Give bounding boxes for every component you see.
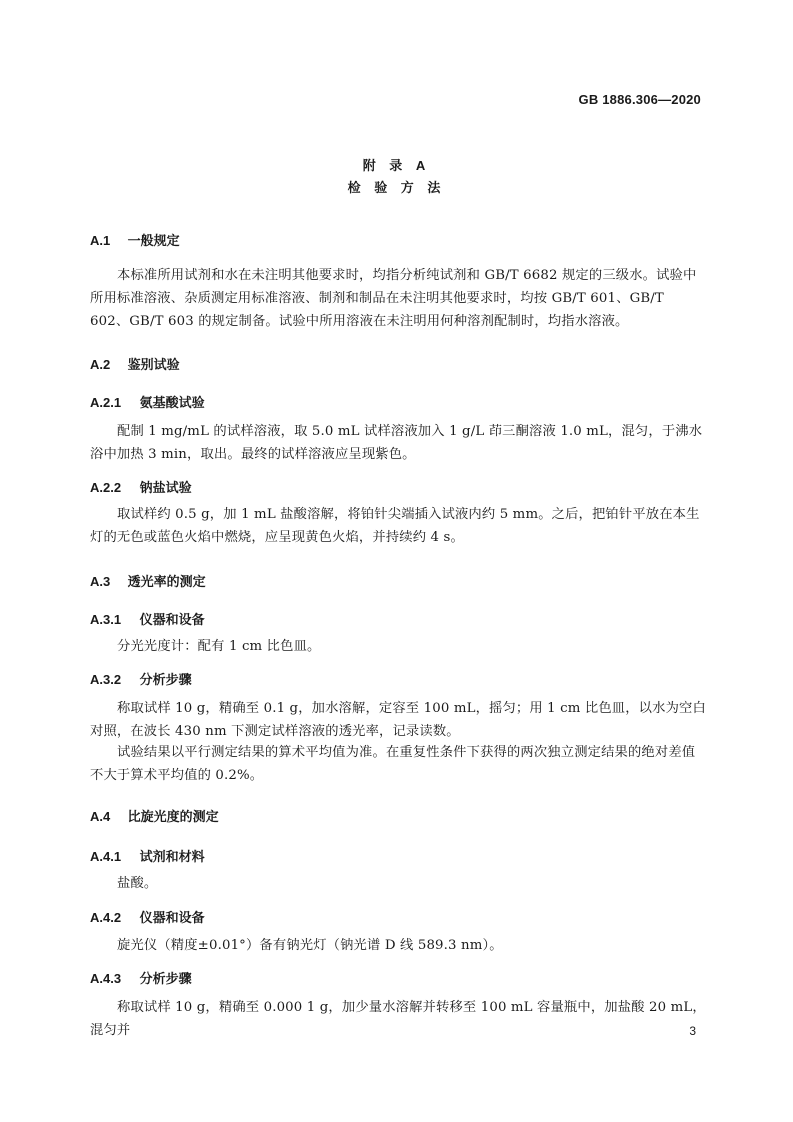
annex-title: 检 验 方 法	[347, 180, 446, 195]
heading-number: A.2	[90, 357, 111, 372]
heading-a4-1	[90, 846, 205, 865]
heading-a4-3	[90, 968, 192, 987]
heading-title: 仪器和设备	[139, 910, 205, 925]
heading-title: 鉴别试验	[127, 357, 180, 372]
paragraph-a2-2: 取试样约 0.5 g，加 1 mL 盐酸溶解，将铂针尖端插入试液内约 5 mm。之后，把铂针平放在本生灯的无色或蓝色火焰中燃烧，应呈现黄色火焰，并持续约 4 s。	[90, 507, 700, 545]
paragraph-a3-2-1: 称取试样 10 g，精确至 0.1 g，加水溶解，定容至 100 mL，摇匀；用 1 cm 比色皿，以水为空白对照，在波长 430 nm 下测定试样溶液的透光率，记录读数。	[90, 701, 706, 739]
heading-a3-2	[90, 669, 192, 688]
heading-a2	[90, 354, 180, 373]
heading-number: A.3.1	[90, 612, 122, 627]
heading-number: A.3.2	[90, 672, 122, 687]
heading-title: 分析步骤	[139, 971, 192, 986]
page-number: 3	[689, 1024, 696, 1038]
heading-title: 钠盐试验	[139, 480, 192, 495]
paragraph-a4-1: 盐酸。	[117, 876, 158, 891]
heading-number: A.4.3	[90, 971, 122, 986]
heading-a3	[90, 571, 206, 590]
heading-a2-1	[90, 392, 205, 411]
paragraph-a2-1: 配制 1 mg/mL 的试样溶液，取 5.0 mL 试样溶液加入 1 g/L 茚三酮溶液 1.0 mL，混匀，于沸水浴中加热 3 min，取出。最终的试样溶液应呈现紫色。	[90, 424, 703, 462]
heading-title: 一般规定	[127, 233, 180, 248]
heading-a3-1	[90, 609, 205, 628]
annex-label: 附 录 A	[362, 158, 431, 173]
heading-title: 分析步骤	[139, 672, 192, 687]
paragraph-a3-1: 分光光度计：配有 1 cm 比色皿。	[117, 639, 321, 654]
paragraph-a4-2: 旋光仪（精度±0.01°）备有钠光灯（钠光谱 D 线 589.3 nm）。	[117, 938, 503, 953]
heading-title: 氨基酸试验	[139, 395, 205, 410]
standard-code: GB 1886.306—2020	[578, 92, 701, 107]
heading-title: 仪器和设备	[139, 612, 205, 627]
heading-a2-2	[90, 477, 192, 496]
heading-number: A.4.1	[90, 849, 122, 864]
heading-number: A.3	[90, 574, 111, 589]
paragraph-a1: 本标准所用试剂和水在未注明其他要求时，均指分析纯试剂和 GB/T 6682 规定的三级水。试验中所用标准溶液、杂质测定用标准溶液、制剂和制品在未注明其他要求时，均按 GB/T 601、GB/T 602、GB/T 603 的规定制备。试验中所用溶液在未注明用何种溶剂配制时，均指水溶液。	[90, 268, 697, 329]
heading-title: 比旋光度的测定	[127, 809, 219, 824]
heading-number: A.4	[90, 809, 111, 824]
paragraph-a4-3: 称取试样 10 g，精确至 0.000 1 g，加少量水溶解并转移至 100 mL 容量瓶中，加盐酸 20 mL，混匀并	[90, 1000, 706, 1038]
heading-number: A.2.2	[90, 480, 122, 495]
heading-a1	[90, 230, 180, 249]
heading-title: 透光率的测定	[127, 574, 206, 589]
heading-title: 试剂和材料	[139, 849, 205, 864]
heading-a4-2	[90, 907, 205, 926]
heading-number: A.1	[90, 233, 111, 248]
heading-number: A.4.2	[90, 910, 122, 925]
paragraph-a3-2-2: 试验结果以平行测定结果的算术平均值为准。在重复性条件下获得的两次独立测定结果的绝对差值不大于算术平均值的 0.2%。	[90, 745, 696, 783]
heading-number: A.2.1	[90, 395, 122, 410]
heading-a4	[90, 806, 219, 825]
